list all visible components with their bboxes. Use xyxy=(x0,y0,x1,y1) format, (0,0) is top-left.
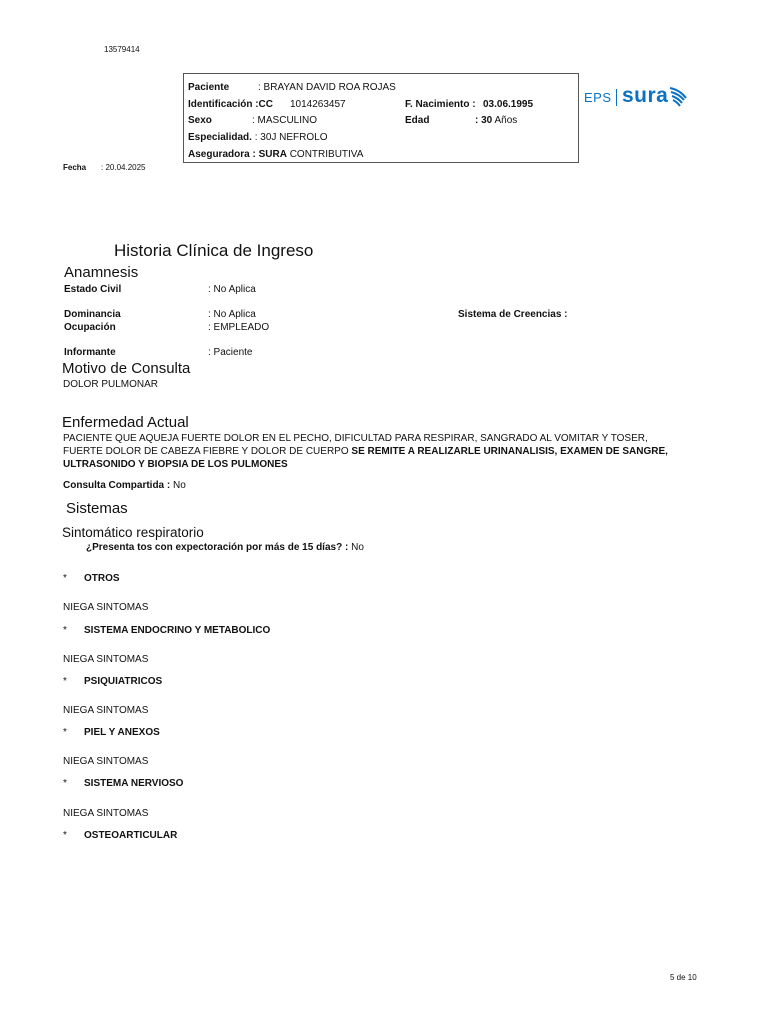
system-item-endocrino: SISTEMA ENDOCRINO Y METABOLICO xyxy=(84,625,271,636)
ocupacion-label: Ocupación xyxy=(64,322,116,333)
system-item-psiquiatricos: PSIQUIATRICOS xyxy=(84,676,163,687)
fecha-label: Fecha xyxy=(63,163,87,172)
page-title: Historia Clínica de Ingreso xyxy=(114,241,314,260)
patient-header-box xyxy=(183,73,579,163)
edad-label: Edad xyxy=(405,115,430,126)
anamnesis-heading: Anamnesis xyxy=(64,264,139,281)
system-finding: NIEGA SINTOMAS xyxy=(63,808,149,819)
aseguradora-row xyxy=(188,149,363,160)
sexo-label: Sexo xyxy=(188,115,212,126)
ocupacion-value: : EMPLEADO xyxy=(208,322,270,333)
system-bullet: * xyxy=(63,573,67,584)
edad-unit: Años xyxy=(494,115,518,126)
consulta-compartida xyxy=(63,480,186,491)
enfermedad-line-1: PACIENTE QUE AQUEJA FUERTE DOLOR EN EL PECHO, DIFICULTAD PARA RESPIRAR, SANGRADO AL VOMITAR Y TOSER, xyxy=(63,433,648,444)
nacimiento-label: F. Nacimiento : xyxy=(405,99,476,110)
logo-sura-text: sura xyxy=(622,84,669,107)
aseguradora-value: CONTRIBUTIVA xyxy=(289,149,364,160)
paciente-label: Paciente xyxy=(188,82,230,93)
sexo-row xyxy=(188,115,578,126)
motivo-heading: Motivo de Consulta xyxy=(62,360,191,377)
system-bullet: * xyxy=(63,778,67,789)
eps-sura-logo xyxy=(584,82,690,114)
dominancia-value: : No Aplica xyxy=(208,309,256,320)
sexo-value: : MASCULINO xyxy=(252,115,318,126)
aseguradora-label: Aseguradora : xyxy=(188,149,256,160)
fecha-value: : 20.04.2025 xyxy=(101,163,146,172)
estado-civil-label: Estado Civil xyxy=(64,284,122,295)
informante-value: : Paciente xyxy=(208,347,253,358)
logo-divider xyxy=(616,89,617,106)
dominancia-label: Dominancia xyxy=(64,309,121,320)
tos-answer: No xyxy=(351,542,364,553)
informante-label: Informante xyxy=(64,347,116,358)
logo-eps-text: EPS xyxy=(584,90,612,105)
tos-question-row xyxy=(86,542,364,553)
system-bullet: * xyxy=(63,727,67,738)
system-item-nervioso: SISTEMA NERVIOSO xyxy=(84,778,184,789)
especialidad-value: : 30J NEFROLO xyxy=(254,132,328,143)
edad-value: : 30 xyxy=(475,115,493,126)
paciente-value: : BRAYAN DAVID ROA ROJAS xyxy=(258,82,396,93)
sintomatico-subheading: Sintomático respiratorio xyxy=(62,525,204,540)
page-number: 5 de 10 xyxy=(670,973,697,982)
enfermedad-line-2-bold: SE REMITE A REALIZARLE URINANALISIS, EXAMEN DE SANGRE, xyxy=(351,446,668,457)
system-bullet: * xyxy=(63,676,67,687)
consulta-compartida-label: Consulta Compartida : xyxy=(63,480,171,491)
logo-wing-icon xyxy=(668,84,690,110)
tos-question: ¿Presenta tos con expectoración por más de 15 días? : xyxy=(86,542,349,553)
sistemas-heading: Sistemas xyxy=(66,500,128,517)
especialidad-label: Especialidad. xyxy=(188,132,252,143)
document-number: 13579414 xyxy=(104,45,140,54)
enfermedad-line-2 xyxy=(63,446,668,457)
identificacion-row xyxy=(188,99,578,110)
enfermedad-heading: Enfermedad Actual xyxy=(62,414,189,431)
motivo-text: DOLOR PULMONAR xyxy=(63,379,159,390)
system-finding: NIEGA SINTOMAS xyxy=(63,602,149,613)
system-item-piel: PIEL Y ANEXOS xyxy=(84,727,160,738)
system-finding: NIEGA SINTOMAS xyxy=(63,654,149,665)
enfermedad-line-2-normal: FUERTE DOLOR DE CABEZA FIEBRE Y DOLOR DE CUERPO xyxy=(63,446,352,457)
aseguradora-brand: SURA xyxy=(258,149,287,160)
creencias-label: Sistema de Creencias : xyxy=(458,309,568,320)
system-bullet: * xyxy=(63,830,67,841)
system-finding: NIEGA SINTOMAS xyxy=(63,756,149,767)
consulta-compartida-value: No xyxy=(173,480,186,491)
system-bullet: * xyxy=(63,625,67,636)
identificacion-label: Identificación :CC xyxy=(188,99,274,110)
enfermedad-line-3: ULTRASONIDO Y BIOPSIA DE LOS PULMONES xyxy=(63,459,288,470)
system-finding: NIEGA SINTOMAS xyxy=(63,705,149,716)
paciente-row xyxy=(188,82,396,93)
system-item-osteoarticular: OSTEOARTICULAR xyxy=(84,830,178,841)
identificacion-value: 1014263457 xyxy=(290,99,346,110)
especialidad-row xyxy=(188,132,328,143)
system-item-otros: OTROS xyxy=(84,573,120,584)
estado-civil-value: : No Aplica xyxy=(208,284,256,295)
nacimiento-value: 03.06.1995 xyxy=(483,99,534,110)
